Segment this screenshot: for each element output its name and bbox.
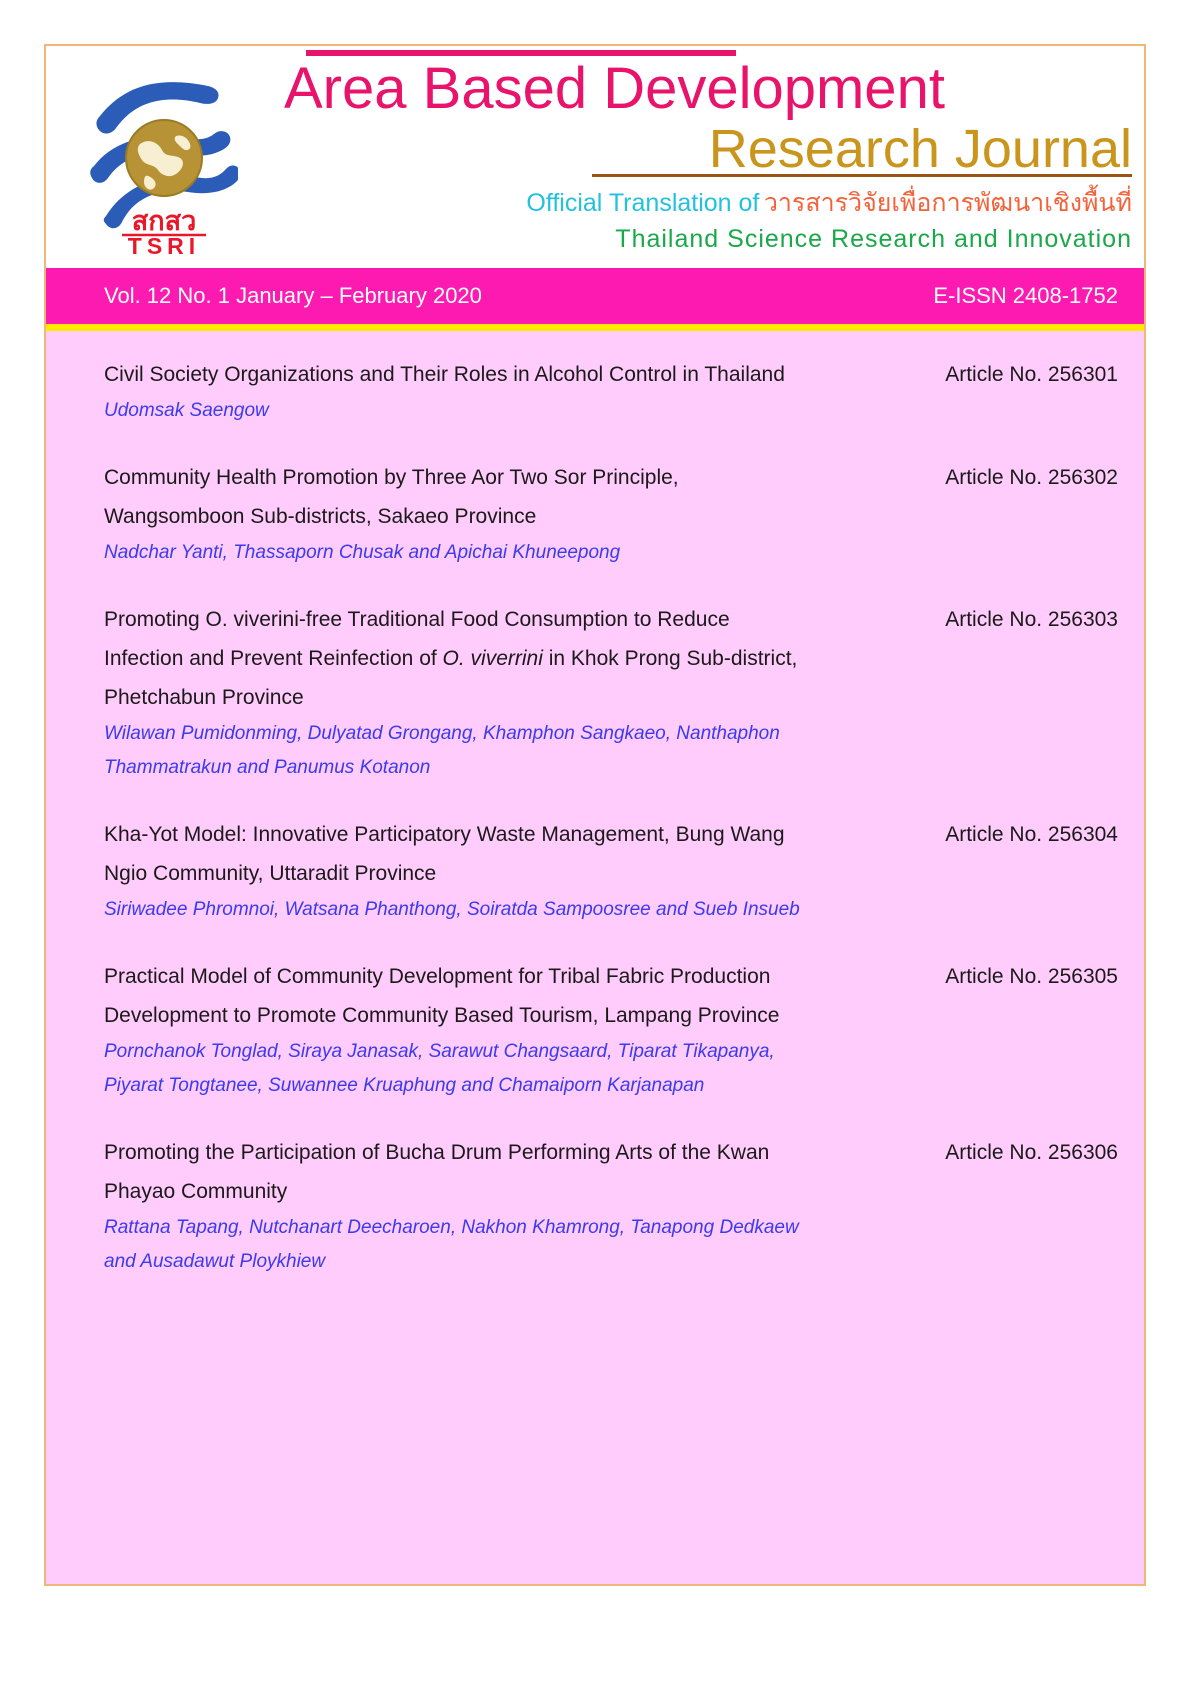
tsri-logo-mark (88, 58, 238, 258)
yellow-divider (46, 324, 1144, 331)
article-number: Article No. 256305 (945, 965, 1118, 988)
issue-label: Vol. 12 No. 1 January – February 2020 (104, 283, 482, 308)
journal-title-line2: Research Journal (708, 119, 1132, 179)
volume-issue-bar (46, 268, 1144, 324)
subtitle-english: Official Translation of (526, 189, 760, 217)
article-authors: Pornchanok Tonglad, Siraya Janasak, Sarawut Changsaard, Tiparat Tikapanya, Piyarat Tongtanee, Suwannee Kruaphung and Chamaiporn Karjanapan (104, 1041, 775, 1096)
article-main (104, 600, 804, 785)
journal-title-block (266, 50, 1134, 254)
article-authors: Udomsak Saengow (104, 400, 269, 421)
article-entry[interactable] (104, 815, 1118, 927)
article-title[interactable]: Promoting O. viverini-free Traditional Food Consumption to Reduce Infection and Prevent Reinfection of O. viverrini in Khok Prong Sub-district, Phetchabun Province (104, 608, 798, 709)
article-list (104, 355, 1118, 1279)
article-title[interactable]: Promoting the Participation of Bucha Drum Performing Arts of the Kwan Phayao Community (104, 1141, 770, 1203)
article-main (104, 1133, 804, 1279)
article-entry[interactable] (104, 458, 1118, 570)
article-main (104, 458, 804, 570)
journal-cover-page (44, 44, 1146, 1586)
subtitle-thai: วารสารวิจัยเพื่อการพัฒนาเชิงพื้นที่ (763, 189, 1132, 217)
article-entry[interactable] (104, 600, 1118, 785)
article-number: Article No. 256306 (945, 1141, 1118, 1164)
subtitle-organization: Thailand Science Research and Innovation (615, 225, 1132, 253)
article-authors: Nadchar Yanti, Thassaporn Chusak and Apichai Khuneepong (104, 542, 621, 563)
article-authors: Rattana Tapang, Nutchanart Deecharoen, Nakhon Khamrong, Tanapong Dedkaew and Ausadawut Ploykhiew (104, 1217, 799, 1272)
article-number: Article No. 256301 (945, 363, 1118, 386)
article-title[interactable]: Civil Society Organizations and Their Roles in Alcohol Control in Thailand (104, 363, 785, 386)
article-authors: Siriwadee Phromnoi, Watsana Phanthong, Soiratda Sampoosree and Sueb Insueb (104, 899, 800, 920)
eissn-label: E-ISSN 2408-1752 (933, 283, 1118, 308)
article-number: Article No. 256303 (945, 608, 1118, 631)
logo-thai-text: สกสว (131, 206, 197, 236)
article-entry[interactable] (104, 1133, 1118, 1279)
article-entry[interactable] (104, 355, 1118, 428)
article-title[interactable]: Practical Model of Community Development for Tribal Fabric Production Development to Promote Community Based Tourism, Lampang Province (104, 965, 780, 1027)
article-main (104, 355, 804, 428)
article-title[interactable]: Community Health Promotion by Three Aor Two Sor Principle, Wangsomboon Sub-districts, Sakaeo Province (104, 466, 679, 528)
masthead (46, 46, 1144, 268)
article-number: Article No. 256304 (945, 823, 1118, 846)
table-of-contents (46, 331, 1144, 1584)
article-number: Article No. 256302 (945, 466, 1118, 489)
article-main (104, 815, 804, 927)
article-main (104, 957, 804, 1103)
journal-title-line1: Area Based Development (284, 56, 945, 121)
article-entry[interactable] (104, 957, 1118, 1103)
logo-acronym-text: TSRI (127, 233, 201, 258)
article-title[interactable]: Kha-Yot Model: Innovative Participatory Waste Management, Bung Wang Ngio Community, Uttaradit Province (104, 823, 785, 885)
article-authors: Wilawan Pumidonming, Dulyatad Grongang, Khamphon Sangkaeo, Nanthaphon Thammatrakun and Panumus Kotanon (104, 723, 780, 778)
tsri-logo (88, 58, 238, 258)
subtitle-row (266, 183, 1134, 223)
